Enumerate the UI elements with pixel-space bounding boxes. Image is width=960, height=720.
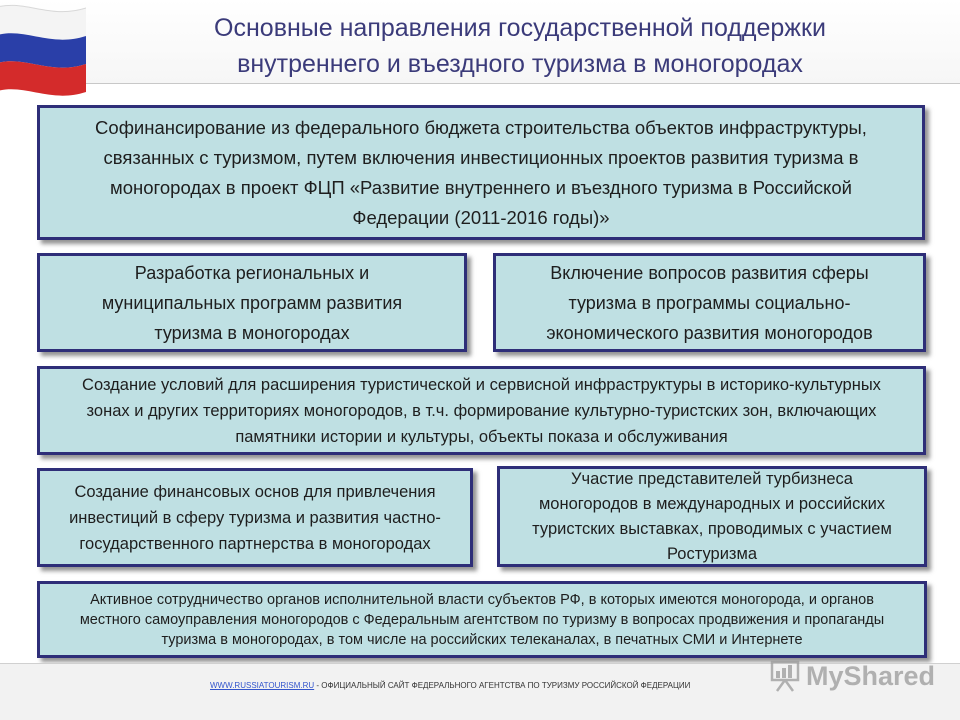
box-regional-programs: [37, 253, 467, 352]
box-text-line: государственного партнерства в моногородах: [79, 534, 431, 553]
russian-flag-icon: [0, 2, 86, 98]
box-text-line: Создание условий для расширения туристической и сервисной инфраструктуры в историко-культурных: [82, 375, 881, 394]
box-text-line: туристских выставках, проводимых с участием: [532, 519, 892, 538]
box-text-line: местного самоуправления моногородов с Федеральным агентством по туризму в вопросах продвижения и пропаганды: [79, 611, 885, 628]
footer: [210, 681, 770, 690]
box-text-line: экономического развития моногородов: [546, 322, 873, 343]
box-text-line: туризма в программы социально-: [568, 292, 851, 313]
title-line-1: Основные направления государственной поддержки: [214, 14, 826, 42]
page-title: [170, 10, 870, 82]
box-text-line: Участие представителей турбизнеса: [571, 469, 853, 488]
box-infrastructure-conditions: [37, 366, 926, 455]
footer-text: - ОФИЦИАЛЬНЫЙ САЙТ ФЕДЕРАЛЬНОГО АГЕНТСТВА ПО ТУРИЗМУ РОССИЙСКОЙ ФЕДЕРАЦИИ: [314, 681, 691, 690]
box-text-line: Ростуризма: [667, 544, 757, 563]
box-text-line: зонах и других территориях моногородов, в т.ч. формирование культурно-туристских зон, включающих: [86, 401, 877, 420]
box-text-line: моногородов в международных и российских: [538, 494, 886, 513]
box-text-line: туризма в моногородах: [154, 322, 350, 343]
box-text-line: туризма в моногородах, в том числе на российских телеканалах, в печатных СМИ и Интернете: [161, 631, 803, 648]
box-exhibitions-participation: [497, 466, 927, 567]
box-text-line: Софинансирование из федерального бюджета строительства объектов инфраструктуры,: [95, 116, 867, 138]
box-text-line: памятники истории и культуры, объекты показа и обслуживания: [235, 427, 728, 446]
box-text-line: Разработка региональных и: [134, 262, 370, 283]
footer-site-link[interactable]: WWW.RUSSIATOURISM.RU: [210, 681, 315, 690]
box-cofinancing: [37, 105, 925, 240]
box-text-line: Включение вопросов развития сферы: [550, 262, 869, 283]
box-text-line: Создание финансовых основ для привлечения: [74, 482, 436, 501]
watermark: [768, 654, 938, 698]
box-active-cooperation: [37, 581, 927, 658]
title-line-2: внутреннего и въездного туризма в моногородах: [237, 50, 803, 78]
header-divider: [0, 83, 960, 84]
box-text-line: Федерации (2011-2016 годы)»: [352, 206, 610, 228]
box-text-line: связанных с туризмом, путем включения инвестиционных проектов развития туризма в: [103, 146, 859, 168]
box-text-line: инвестиций в сферу туризма и развития частно-: [69, 508, 441, 527]
box-financial-foundations: [37, 468, 473, 567]
box-socio-economic-programs: [493, 253, 926, 352]
box-text-line: моногородах в проект ФЦП «Развитие внутреннего и въездного туризма в Российской: [110, 176, 852, 198]
watermark-text: MyShared: [806, 660, 936, 691]
box-text-line: Активное сотрудничество органов исполнительной власти субъектов РФ, в которых имеются моногорода, и органов: [90, 591, 874, 608]
box-text-line: муниципальных программ развития: [101, 292, 403, 313]
projector-screen-icon: [768, 659, 802, 693]
